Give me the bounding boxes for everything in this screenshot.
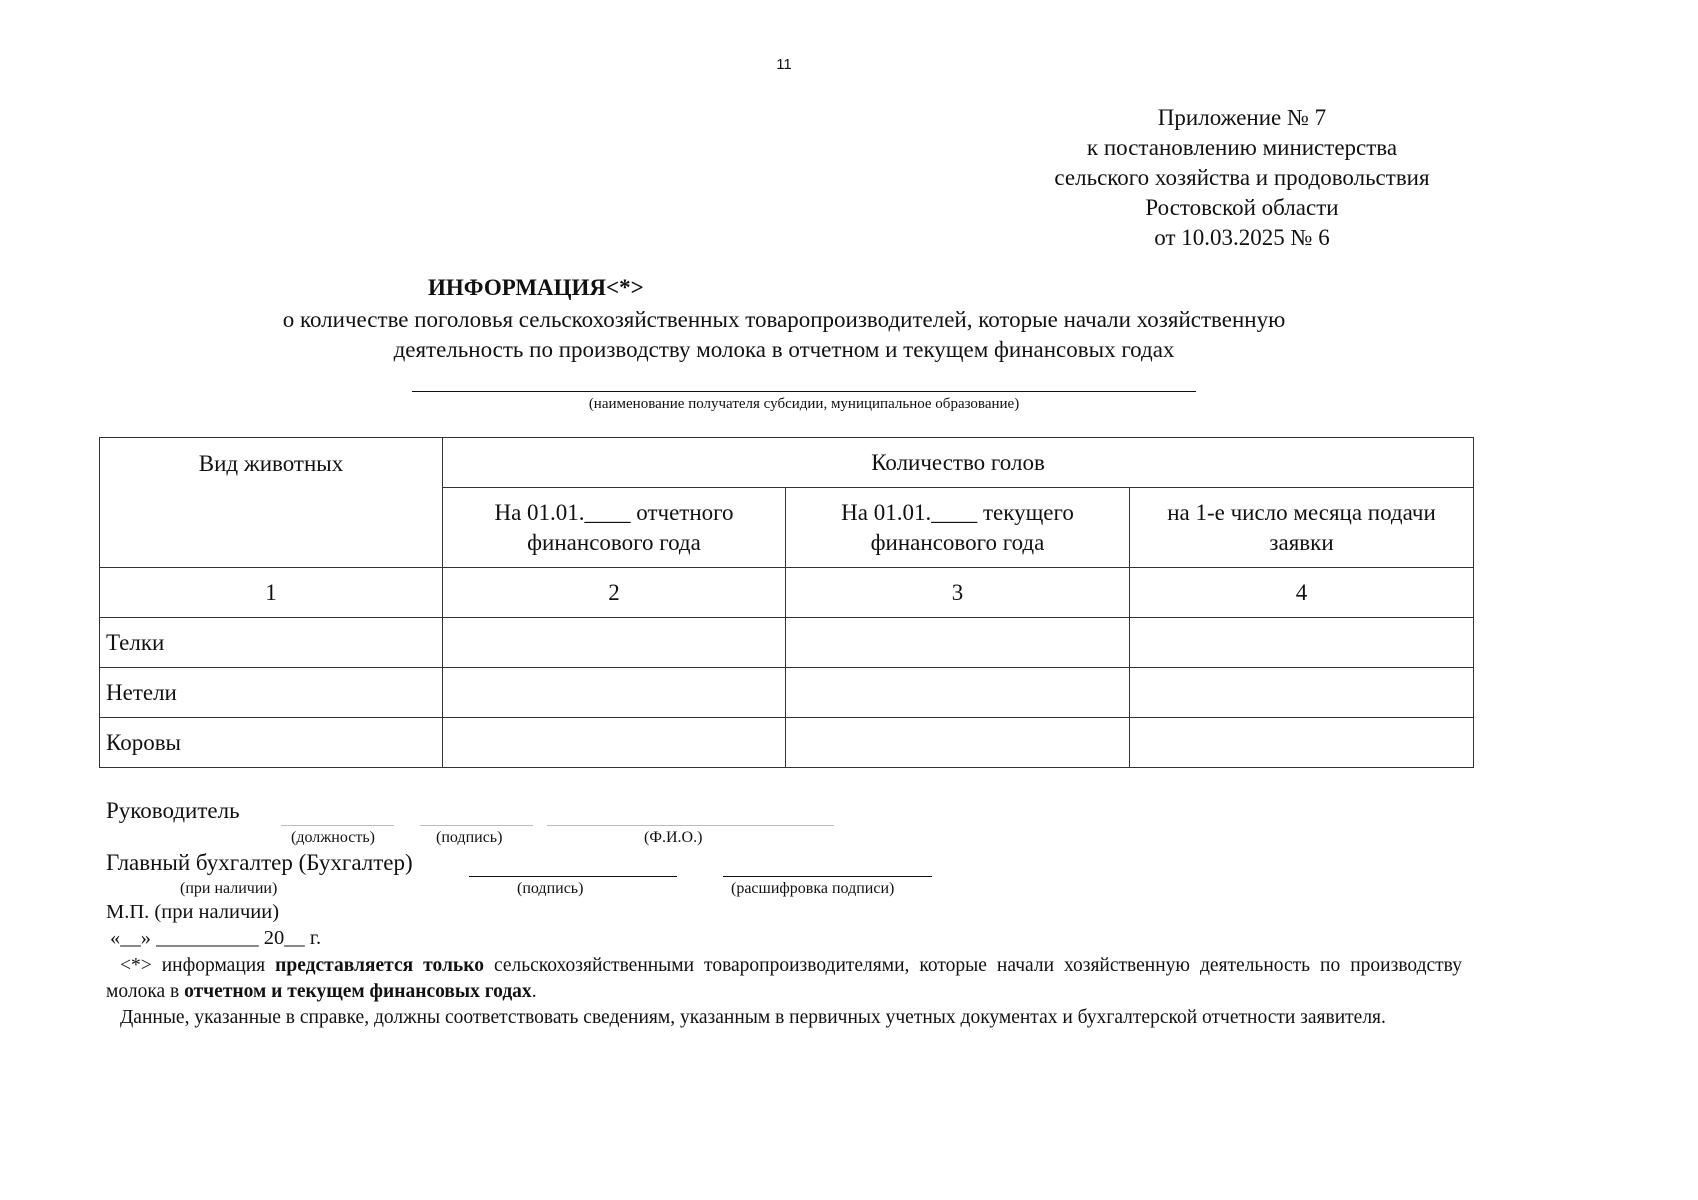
header-text: финансового года — [527, 529, 701, 555]
subtitle-line: о количестве поголовья сельскохозяйственных товаропроизводителей, которые начали хозяйственную — [282, 307, 1286, 332]
accountant-signature-caption: (подпись) — [517, 880, 584, 897]
page-number: 11 — [776, 56, 792, 73]
appendix-line: Приложение № 7 — [1157, 105, 1327, 130]
stamp-label: М.П. (при наличии) — [106, 901, 280, 923]
data-cell[interactable] — [786, 718, 1130, 768]
head-name-caption: (Ф.И.О.) — [644, 829, 703, 846]
header-text: На 01.01.____ текущего — [841, 499, 1074, 525]
header-head-count: Количество голов — [443, 438, 1474, 488]
header-reporting-year — [443, 488, 786, 568]
document-subtitle — [150, 305, 1418, 365]
livestock-table — [99, 437, 1474, 768]
column-number-row — [100, 568, 1474, 618]
table-row — [100, 618, 1474, 668]
column-number: 2 — [443, 568, 786, 618]
column-number: 3 — [786, 568, 1130, 618]
header-current-year — [786, 488, 1130, 568]
header-application-month — [1130, 488, 1474, 568]
footnote-paragraph — [106, 953, 1462, 1005]
data-cell[interactable] — [1130, 618, 1474, 668]
accountant-decoding-line[interactable] — [723, 876, 932, 877]
data-cell[interactable] — [443, 718, 786, 768]
accountant-label: Главный бухгалтер (Бухгалтер) — [106, 850, 413, 875]
row-label: Коровы — [100, 718, 443, 768]
data-cell[interactable] — [1130, 718, 1474, 768]
footnote-emphasis: представляется только — [275, 955, 484, 976]
row-label: Телки — [100, 618, 443, 668]
appendix-line: Ростовской области — [1145, 195, 1339, 220]
appendix-line: к постановлению министерства — [1086, 135, 1398, 160]
accountant-signature-line[interactable] — [469, 876, 677, 877]
header-text: финансового года — [870, 529, 1045, 555]
footnote-text: сельскохозяйственными товаропроизводителями, которые начали хозяйственную деятельность по производству молока в — [106, 955, 1462, 1002]
head-name-line[interactable] — [547, 825, 834, 826]
head-position-line[interactable] — [281, 825, 394, 826]
data-cell[interactable] — [786, 618, 1130, 668]
appendix-line: сельского хозяйства и продовольствия — [1054, 165, 1430, 190]
head-position-caption: (должность) — [291, 829, 375, 846]
accountant-ifany-caption: (при наличии) — [180, 880, 278, 897]
data-cell[interactable] — [443, 618, 786, 668]
column-number: 1 — [100, 568, 443, 618]
table-row — [100, 668, 1474, 718]
appendix-line: от 10.03.2025 № 6 — [1154, 225, 1330, 250]
accountant-decoding-caption: (расшифровка подписи) — [731, 880, 895, 897]
header-text: на 1-е число месяца подачи — [1167, 499, 1436, 525]
date-field[interactable]: «__» __________ 20__ г. — [110, 927, 322, 949]
footnote-emphasis: отчетном и текущем финансовых годах — [184, 981, 532, 1002]
data-note-paragraph — [106, 1005, 1462, 1031]
head-signature-line[interactable] — [420, 825, 533, 826]
data-cell[interactable] — [786, 668, 1130, 718]
footnote-text: . — [531, 981, 537, 1002]
table-row — [100, 718, 1474, 768]
document-title: ИНФОРМАЦИЯ<*> — [428, 275, 644, 300]
header-text: На 01.01.____ отчетного — [494, 499, 734, 525]
recipient-caption: (наименование получателя субсидии, муниципальное образование) — [588, 396, 1020, 412]
header-animal-type: Вид животных — [100, 438, 443, 568]
data-cell[interactable] — [1130, 668, 1474, 718]
appendix-block — [1020, 103, 1464, 253]
footnote-text: <*> информация — [120, 955, 276, 976]
subtitle-line: деятельность по производству молока в отчетном и текущем финансовых годах — [393, 337, 1175, 362]
column-number: 4 — [1130, 568, 1474, 618]
data-note-text: Данные, указанные в справке, должны соответствовать сведениям, указанным в первичных учетных документах и бухгалтерской отчетности заявителя. — [120, 1007, 1386, 1028]
data-cell[interactable] — [443, 668, 786, 718]
row-label: Нетели — [100, 668, 443, 718]
head-label: Руководитель — [106, 798, 240, 823]
header-text: заявки — [1269, 529, 1334, 555]
head-signature-caption: (подпись) — [436, 829, 503, 846]
recipient-fill-line[interactable] — [412, 391, 1196, 392]
